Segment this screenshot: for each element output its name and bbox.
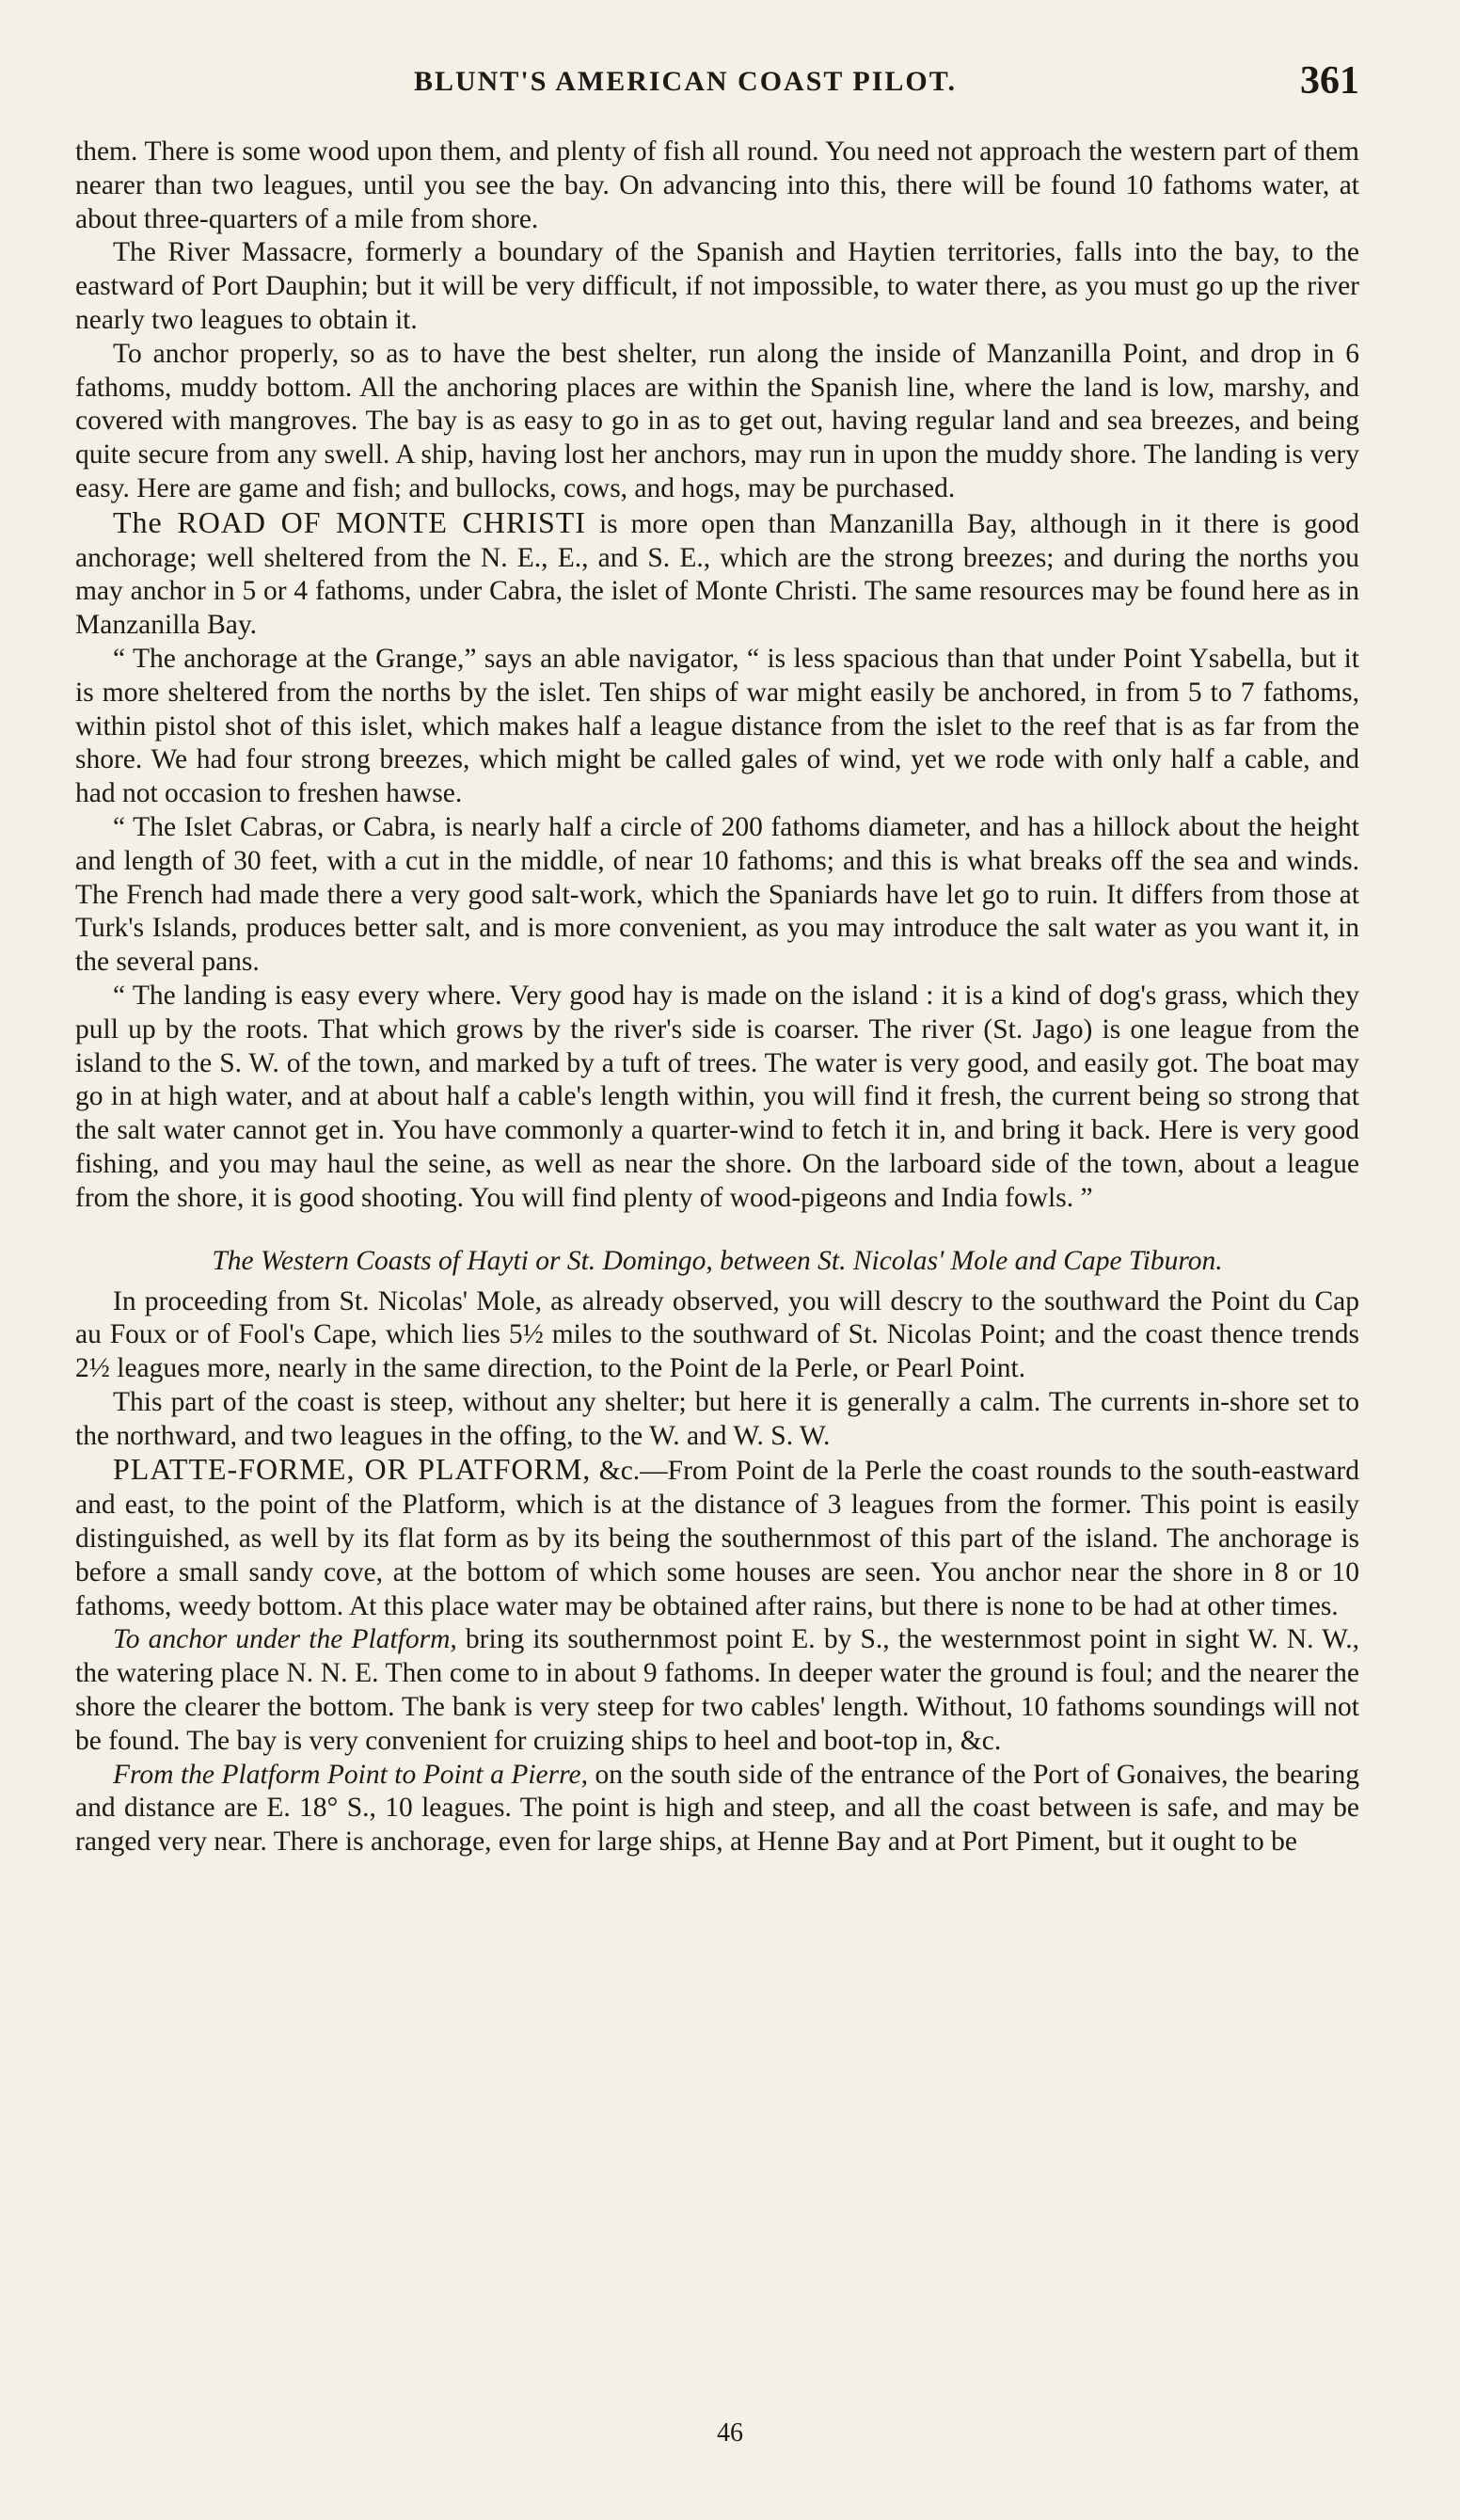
paragraph-lead: The ROAD OF MONTE CHRISTI [113,504,586,539]
section-title: The Western Coasts of Hayti or St. Domingo, between St. Nicolas' Mole and Cape Tiburon. [212,1245,1223,1276]
paragraph-steep-coast: This part of the coast is steep, without any shelter; but here it is generally a calm. The currents in-shore set to the northward, and two leagues in the offing, to the W. and W. S. W. [75,1386,1359,1451]
paragraph-river-massacre: The River Massacre, formerly a boundary of the Spanish and Haytien territories, falls into the bay, to the eastward of Port Dauphin; but it will be very difficult, if not impossible, to water there, as you must go up the river nearly two leagues to obtain it. [75,237,1359,335]
paragraph-text: &c.—From Point de la Perle the coast rounds to the south-eastward and east, to the point of the Platform, which is at the distance of 3 leagues from the former. This point is easily distinguished, as well by its flat form as by its being the southernmost of this part of the island. The anchorage is before a small sandy cove, at the bottom of which some houses are seen. You anchor near the shore in 8 or 10 fathoms, weedy bottom. At this place water may be obtained after rains, but there is none to be had at other times. [75,1456,1359,1621]
paragraph-road-monte-christi [75,506,1359,643]
paragraph-platform-to-pierre [75,1759,1359,1859]
running-head: BLUNT'S AMERICAN COAST PILOT. [414,66,957,97]
paragraph-text: is more open than Manzanilla Bay, although in it there is good anchorage; well sheltered from the N. E., E., and S. E., which are the strong breezes; and during the norths you may anchor in 5 or 4 fathoms, under Cabra, the islet of Monte Christi. The same resources may be found here as in Manzanilla Bay. [75,508,1359,641]
fraction: ½ [522,1319,544,1350]
paragraph-lead: To anchor under the Platform, [113,1624,457,1655]
paragraph-grange-quote: “ The anchorage at the Grange,” says an able navigator, “ is less spacious than that under Point Ysabella, but it is more sheltered from the norths by the islet. Ten ships of war might easily be anchored, in from 5 to 7 fathoms, within pistol shot of this islet, which makes half a league distance from the islet to the reef that is as far from the shore. We had four strong breezes, which might be called gales of wind, yet we rode with only half a cable, and had not occasion to freshen hawse. [75,643,1359,809]
page-body [75,136,1359,1859]
paragraph-lead: From the Platform Point to Point a Pierre, [113,1759,588,1790]
paragraph-anchor-properly: To anchor properly, so as to have the best shelter, run along the inside of Manzanilla Point, and drop in 6 fathoms, muddy bottom. All the anchoring places are within the Spanish line, where the land is low, marshy, and covered with mangroves. The bay is as easy to go in as to get out, having regular land and sea breezes, and being quite secure from any swell. A ship, having lost her anchors, may run in upon the muddy shore. The landing is very easy. Here are game and fish; and bullocks, cows, and hogs, may be purchased. [75,338,1359,503]
paragraph-text: In proceeding from St. Nicolas' Mole, as already observed, you will descry to the southward the Point du Cap au Foux or of Fool's Cape, which lies 5 [75,1285,1359,1350]
paragraph-platte-forme [75,1453,1359,1623]
paragraph-lead: PLATTE-FORME, OR PLATFORM, [113,1452,592,1487]
paragraph-text: bring its southernmost point E. by S., the westernmost point in sight W. N. W., the watering place N. N. E. Then come to in about 9 fathoms. In deeper water the ground is foul; and the nearer the shore the clearer the bottom. The bank is very steep for two cables' length. Without, 10 fathoms soundings will not be found. The bay is very convenient for cruizing ships to heel and boot-top in, &c. [75,1624,1359,1756]
signature-mark: 46 [717,2418,743,2448]
paragraph-proceeding [75,1285,1359,1386]
page-number: 361 [1300,59,1359,103]
paragraph-anchor-platform [75,1623,1359,1758]
paragraph-text: on the south side of the entrance of the Port of Gonaives, the bearing and distance are E. 18° S., 10 leagues. The point is high and steep, and all the coast between is safe, and may be ranged very near. There is anchorage, even for large ships, at Henne Bay and at Port Piment, but it ought to be [75,1759,1359,1858]
paragraph-text: leagues more, nearly in the same direction, to the Point de la Perle, or Pearl Point. [109,1353,1026,1384]
paragraph-text: miles to the southward of St. Nicolas Point; and the coast thence trends 2 [75,1319,1359,1384]
paragraph-continued: them. There is some wood upon them, and plenty of fish all round. You need not approach the western part of them nearer than two leagues, until you see the bay. On advancing into this, there will be found 10 fathoms water, at about three-quarters of a mile from shore. [75,136,1359,234]
paragraph-landing: “ The landing is easy every where. Very good hay is made on the island : it is a kind of dog's grass, which they pull up by the roots. That which grows by the river's side is coarser. The river (St. Jago) is one league from the island to the S. W. of the town, and marked by a tuft of trees. The water is very good, and easily got. The boat may go in at high water, and at about half a cable's length within, you will find it fresh, the current being so strong that the salt water cannot get in. You have commonly a quarter-wind to fetch it in, and bring it back. Here is very good fishing, and you may haul the seine, as well as near the shore. On the larboard side of the town, about a league from the shore, it is good shooting. You will find plenty of wood-pigeons and India fowls. ” [75,980,1359,1213]
paragraph-islet-cabras: “ The Islet Cabras, or Cabra, is nearly half a circle of 200 fathoms diameter, and has a hillock about the height and length of 30 feet, with a cut in the middle, of near 10 fathoms; and this is what breaks off the sea and winds. The French had made there a very good salt-work, which the Spaniards have let go to ruin. It differs from those at Turk's Islands, produces better salt, and is more convenient, as you may introduce the salt water as you want it, in the several pans. [75,811,1359,978]
fraction: ½ [88,1353,110,1384]
page-header [75,58,1359,111]
